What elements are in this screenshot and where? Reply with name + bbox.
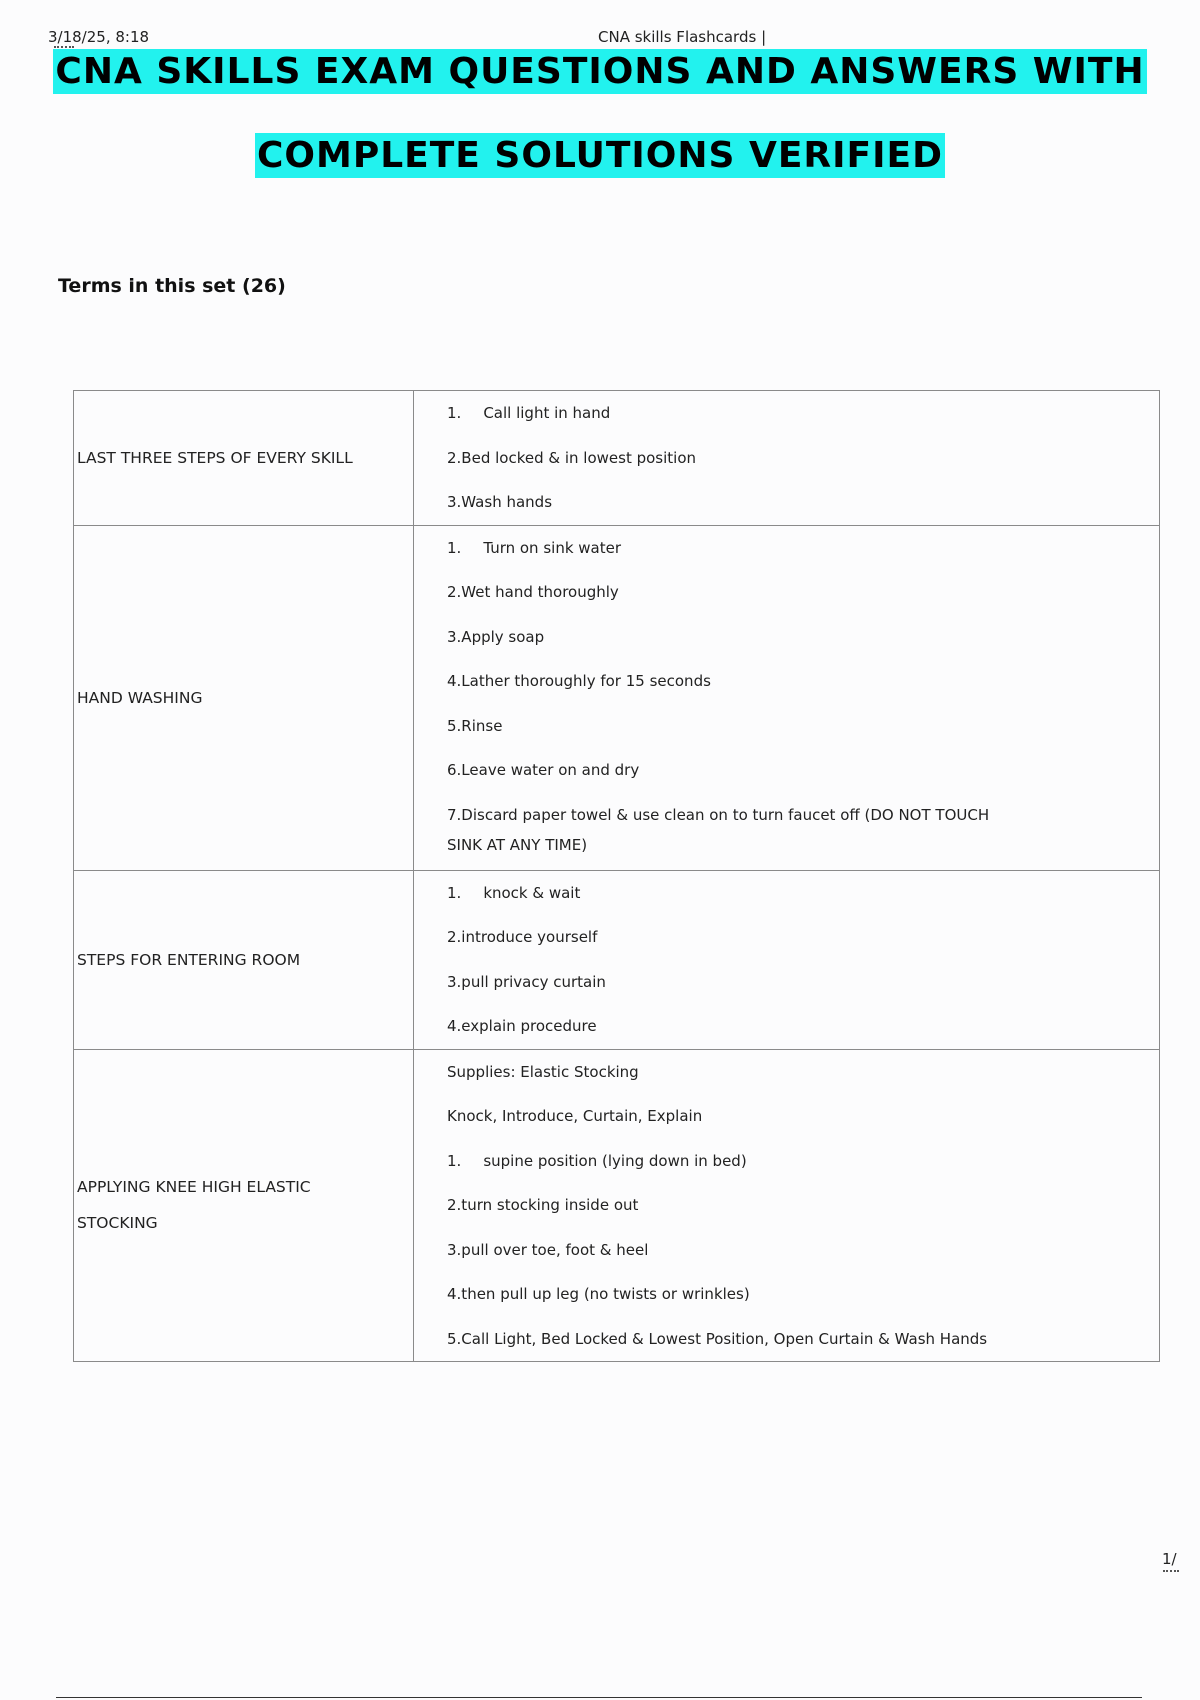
definition-line: Knock, Introduce, Curtain, Explain — [447, 1107, 703, 1125]
table-row — [74, 870, 1160, 1049]
definition-line: 2.Wet hand thoroughly — [447, 583, 619, 601]
print-page-title: CNA skills Flashcards | — [598, 28, 767, 46]
definition-line: Supplies: Elastic Stocking — [447, 1062, 639, 1081]
title-highlight-1: CNA SKILLS EXAM QUESTIONS AND ANSWERS WITH — [55, 51, 1145, 92]
definition-line: 2.Bed locked & in lowest position — [447, 448, 697, 467]
definition-line: 5.Rinse — [447, 716, 503, 735]
flashcard-table — [73, 390, 1160, 1362]
definition-line: 4.explain procedure — [447, 1017, 597, 1035]
card-term: LAST THREE STEPS OF EVERY SKILL — [74, 391, 414, 526]
card-term: HAND WASHING — [74, 525, 414, 870]
table-row — [74, 391, 1160, 526]
print-date: 3/18/25, 8:18 — [48, 28, 150, 46]
document-title-line-1 — [0, 51, 1200, 92]
title-highlight-2: COMPLETE SOLUTIONS VERIFIED — [256, 135, 944, 176]
card-term: STEPS FOR ENTERING ROOM — [74, 870, 414, 1049]
list-number: 1. — [447, 538, 462, 557]
card-definition — [414, 525, 1160, 870]
page-number: 1/ — [1162, 1550, 1177, 1568]
list-number: 1. — [447, 1151, 462, 1170]
card-definition — [414, 870, 1160, 1049]
definition-line: 4.Lather thoroughly for 15 seconds — [447, 672, 711, 690]
definition-line — [447, 1139, 1159, 1184]
definition-line — [447, 391, 1159, 436]
footer-rule — [56, 1697, 1142, 1698]
definition-line: 3.Apply soap — [447, 627, 545, 646]
document-title-line-2 — [0, 135, 1200, 176]
table-row — [74, 525, 1160, 870]
table-row — [74, 1049, 1160, 1362]
list-text: Turn on sink water — [483, 538, 622, 557]
card-definition — [414, 1049, 1160, 1362]
definition-line: 3.Wash hands — [447, 493, 553, 511]
card-term-line: APPLYING KNEE HIGH ELASTIC — [77, 1178, 311, 1197]
definition-line: 3.pull privacy curtain — [447, 972, 606, 991]
definition-line — [447, 526, 1159, 571]
definition-line: 4.then pull up leg (no twists or wrinkles) — [447, 1285, 750, 1303]
list-number: 1. — [447, 883, 462, 902]
definition-line: 2.turn stocking inside out — [447, 1196, 639, 1214]
terms-count-label: Terms in this set (26) — [58, 275, 286, 297]
definition-line: SINK AT ANY TIME) — [447, 835, 588, 854]
card-term-line: STOCKING — [77, 1214, 158, 1233]
list-text: supine position (lying down in bed) — [483, 1151, 747, 1170]
list-text: knock & wait — [483, 883, 581, 902]
definition-line: 5.Call Light, Bed Locked & Lowest Position, Open Curtain & Wash Hands — [447, 1329, 988, 1348]
card-term — [74, 1049, 414, 1362]
card-definition — [414, 391, 1160, 526]
list-number: 1. — [447, 404, 462, 422]
header-dots — [54, 46, 74, 48]
definition-line: 3.pull over toe, foot & heel — [447, 1240, 649, 1259]
definition-line: 6.Leave water on and dry — [447, 761, 640, 779]
page-number-dots — [1163, 1570, 1179, 1572]
definition-line — [447, 871, 1159, 916]
definition-line: 7.Discard paper towel & use clean on to turn faucet off (DO NOT TOUCH — [447, 805, 990, 824]
definition-line: 2.introduce yourself — [447, 928, 598, 946]
list-text: Call light in hand — [483, 404, 611, 422]
